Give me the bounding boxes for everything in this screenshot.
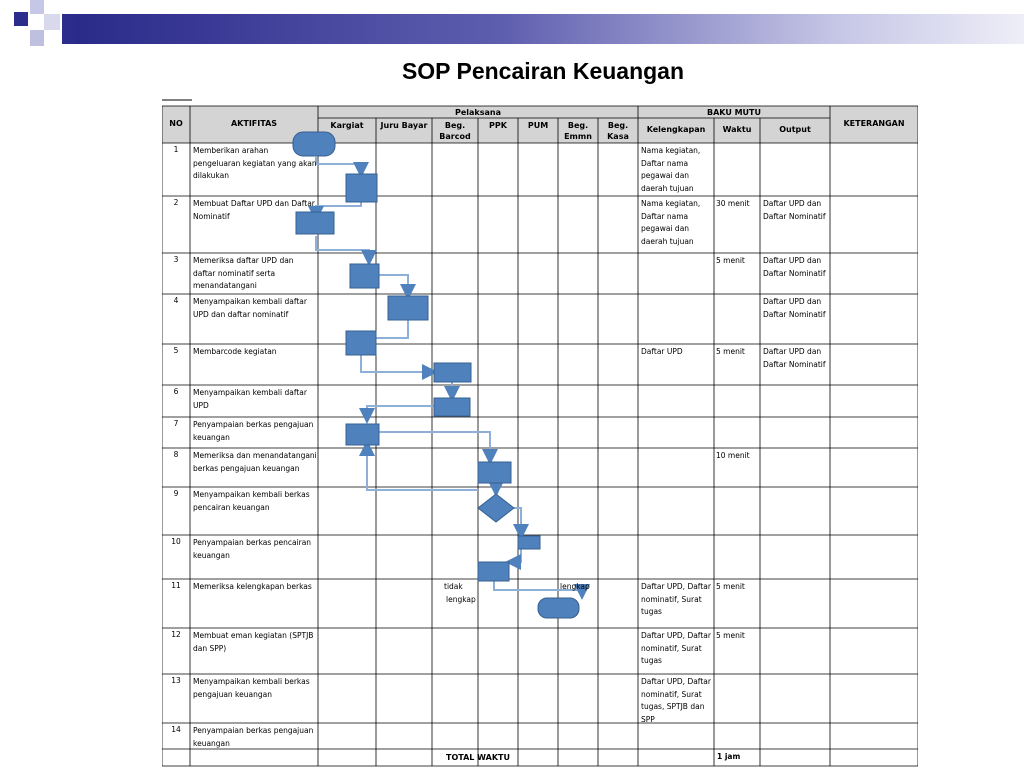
end-terminator bbox=[538, 598, 579, 618]
row-number: 14 bbox=[171, 725, 181, 734]
row-aktifitas: Memeriksa kelengkapan berkas bbox=[193, 582, 312, 591]
row-aktifitas: Memberikan arahan pengeluaran kegiatan yang akan dilakukan bbox=[193, 146, 317, 180]
connector bbox=[367, 444, 478, 490]
row-number: 9 bbox=[173, 489, 179, 498]
row-kelengkapan: Daftar UPD, Daftar nominatif, Surat tugas bbox=[641, 582, 711, 616]
header-role: PPK bbox=[489, 121, 507, 130]
row-aktifitas: Penyampaian berkas pengajuan keuangan bbox=[193, 726, 314, 748]
row-aktifitas: Menyampaikan kembali berkas pencairan keuangan bbox=[193, 490, 310, 512]
header-role: Juru Bayar bbox=[380, 121, 428, 130]
header-role: Beg. Barcod bbox=[439, 121, 471, 141]
row-aktifitas: Membuat eman kegiatan (SPTJB dan SPP) bbox=[193, 631, 314, 653]
header-mutu: Kelengkapan bbox=[646, 125, 706, 134]
row-waktu: 30 menit bbox=[716, 199, 750, 208]
row-number: 2 bbox=[173, 198, 179, 207]
process-box bbox=[518, 536, 540, 549]
header-baku-mutu: BAKU MUTU bbox=[706, 108, 762, 117]
row-waktu: 5 menit bbox=[716, 347, 745, 356]
total-value: 1 jam bbox=[717, 752, 741, 761]
row-waktu: 5 menit bbox=[716, 256, 745, 265]
row-number: 5 bbox=[173, 346, 179, 355]
row-output: Daftar UPD dan Daftar Nominatif bbox=[763, 297, 826, 319]
connector bbox=[316, 157, 361, 174]
row-waktu: 5 menit bbox=[716, 631, 745, 640]
connector bbox=[367, 406, 434, 420]
deco-gradient-bar bbox=[76, 14, 1024, 44]
deco-square bbox=[62, 14, 76, 44]
connector bbox=[379, 432, 490, 461]
deco-square bbox=[30, 0, 44, 14]
connector bbox=[361, 355, 434, 372]
row-aktifitas: Penyampaian berkas pencairan keuangan bbox=[193, 538, 312, 560]
row-aktifitas: Membarcode kegiatan bbox=[193, 347, 277, 356]
row-aktifitas: Menyampaikan kembali daftar UPD dan daftar nominatif bbox=[193, 297, 307, 319]
row-kelengkapan: Daftar UPD, Daftar nominatif, Surat tugas, SPTJB dan SPP bbox=[641, 677, 711, 724]
row-waktu: 5 menit bbox=[716, 582, 745, 591]
row-number: 12 bbox=[171, 630, 181, 639]
row-aktifitas: Menyampaikan kembali daftar UPD bbox=[193, 388, 307, 410]
deco-square bbox=[14, 12, 28, 26]
process-box bbox=[346, 331, 376, 355]
flow-label-lengkap-right: lengkap bbox=[560, 582, 590, 591]
row-kelengkapan: Nama kegiatan, Daftar nama pegawai dan daerah tujuan bbox=[641, 146, 701, 193]
sop-flowchart-table bbox=[162, 98, 918, 768]
header-mutu: Output bbox=[779, 125, 811, 134]
deco-square bbox=[44, 14, 60, 30]
header-role: PUM bbox=[527, 121, 549, 130]
header-aktifitas: AKTIFITAS bbox=[230, 119, 278, 128]
header-no: NO bbox=[169, 119, 183, 128]
process-box bbox=[350, 264, 379, 288]
row-aktifitas: Membuat Daftar UPD dan Daftar Nominatif bbox=[193, 199, 315, 221]
row-output: Daftar UPD dan Daftar Nominatif bbox=[763, 256, 826, 278]
row-number: 11 bbox=[171, 581, 181, 590]
row-number: 1 bbox=[173, 145, 179, 154]
process-box bbox=[434, 398, 470, 416]
row-aktifitas: Penyampaian berkas pengajuan keuangan bbox=[193, 420, 314, 442]
flow-diagram bbox=[293, 132, 582, 618]
header-pelaksana: Pelaksana bbox=[454, 108, 501, 117]
row-number: 13 bbox=[171, 676, 181, 685]
header-role: Beg. Emmn bbox=[564, 121, 592, 141]
process-box bbox=[434, 363, 471, 382]
process-box bbox=[346, 424, 379, 445]
row-kelengkapan: Daftar UPD, Daftar nominatif, Surat tugas bbox=[641, 631, 711, 665]
connector bbox=[509, 548, 521, 562]
header-decoration bbox=[0, 0, 1024, 46]
total-label: TOTAL WAKTU bbox=[446, 753, 510, 762]
process-box bbox=[388, 296, 428, 320]
connector bbox=[316, 236, 369, 262]
process-box bbox=[478, 562, 509, 581]
process-box bbox=[346, 174, 377, 202]
row-aktifitas: Memeriksa dan menandatangani berkas pengajuan keuangan bbox=[193, 451, 317, 473]
row-output: Daftar UPD dan Daftar Nominatif bbox=[763, 347, 826, 369]
row-aktifitas: Menyampaikan kembali berkas pengajuan keuangan bbox=[193, 677, 310, 699]
header-mutu: Waktu bbox=[722, 125, 752, 134]
row-waktu: 10 menit bbox=[716, 451, 750, 460]
flow-label-tidak: tidak bbox=[444, 582, 463, 591]
header-role: Beg. Kasa bbox=[607, 121, 629, 141]
connector bbox=[514, 508, 521, 536]
row-aktifitas: Memeriksa daftar UPD dan daftar nominatif serta menandatangani bbox=[193, 256, 294, 290]
row-number: 8 bbox=[173, 450, 179, 459]
row-number: 6 bbox=[173, 387, 179, 396]
row-kelengkapan: Daftar UPD bbox=[641, 347, 683, 356]
header-role: Kargiat bbox=[330, 121, 364, 130]
connector bbox=[379, 275, 408, 296]
decision-diamond bbox=[478, 494, 514, 522]
row-number: 10 bbox=[171, 537, 181, 546]
page-title: SOP Pencairan Keuangan bbox=[401, 58, 685, 84]
row-kelengkapan: Nama kegiatan, Daftar nama pegawai dan daerah tujuan bbox=[641, 199, 701, 246]
row-output: Daftar UPD dan Daftar Nominatif bbox=[763, 199, 826, 221]
deco-square bbox=[0, 14, 14, 30]
row-number: 3 bbox=[173, 255, 179, 264]
row-number: 7 bbox=[173, 419, 179, 428]
row-number: 4 bbox=[173, 296, 179, 305]
deco-square bbox=[30, 30, 44, 46]
header-keterangan: KETERANGAN bbox=[843, 119, 905, 128]
process-box bbox=[478, 462, 511, 483]
flow-label-lengkap: lengkap bbox=[446, 595, 476, 604]
